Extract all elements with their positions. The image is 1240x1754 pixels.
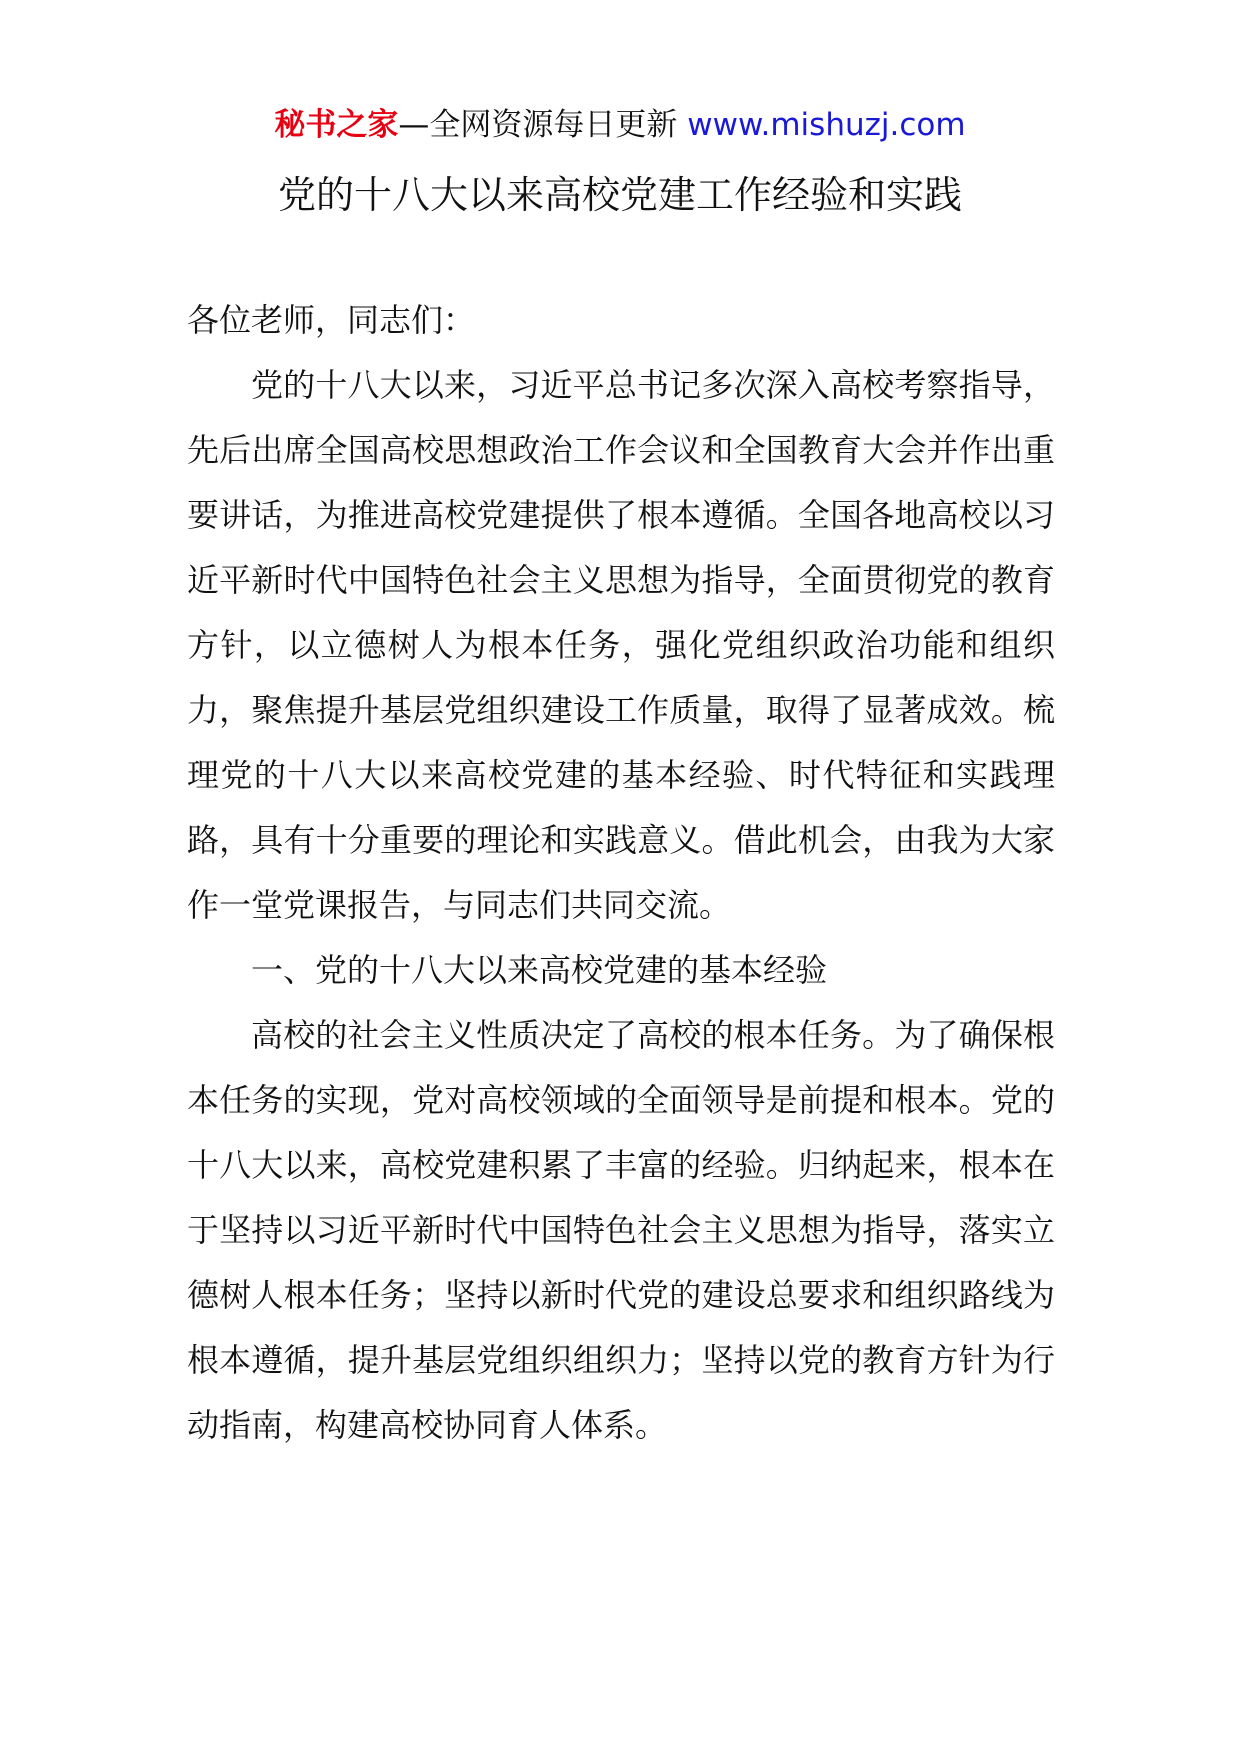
header-tagline: —全网资源每日更新 (398, 107, 678, 143)
section-heading-1: 一、党的十八大以来高校党建的基本经验 (251, 951, 828, 989)
document-title: 党的十八大以来高校党建工作经验和实践 (277, 173, 962, 217)
document-body (187, 288, 1055, 1458)
section-1-paragraph: 高校的社会主义性质决定了高校的根本任务。为了确保根本任务的实现，党对高校领域的全面领导是前提和根本。党的十八大以来，高校党建积累了丰富的经验。归纳起来，根本在于坚持以习近平新时代中国特色社会主义思想为指导，落实立德树人根本任务；坚持以新时代党的建设总要求和组织路线为根本遵循，提升基层党组织组织力；坚持以党的教育方针为行动指南，构建高校协同育人体系。 (187, 1016, 1055, 1444)
site-header (0, 100, 1240, 150)
site-url-link[interactable]: www.mishuzj.com (687, 107, 966, 143)
brand-name: 秘书之家 (274, 107, 399, 143)
intro-paragraph: 党的十八大以来，习近平总书记多次深入高校考察指导，先后出席全国高校思想政治工作会议和全国教育大会并作出重要讲话，为推进高校党建提供了根本遵循。全国各地高校以习近平新时代中国特色社会主义思想为指导，全面贯彻党的教育方针，以立德树人为根本任务，强化党组织政治功能和组织力，聚焦提升基层党组织建设工作质量，取得了显著成效。梳理党的十八大以来高校党建的基本经验、时代特征和实践理路，具有十分重要的理论和实践意义。借此机会，由我为大家作一堂党课报告，与同志们共同交流。 (187, 366, 1055, 924)
greeting: 各位老师，同志们： (187, 301, 476, 339)
